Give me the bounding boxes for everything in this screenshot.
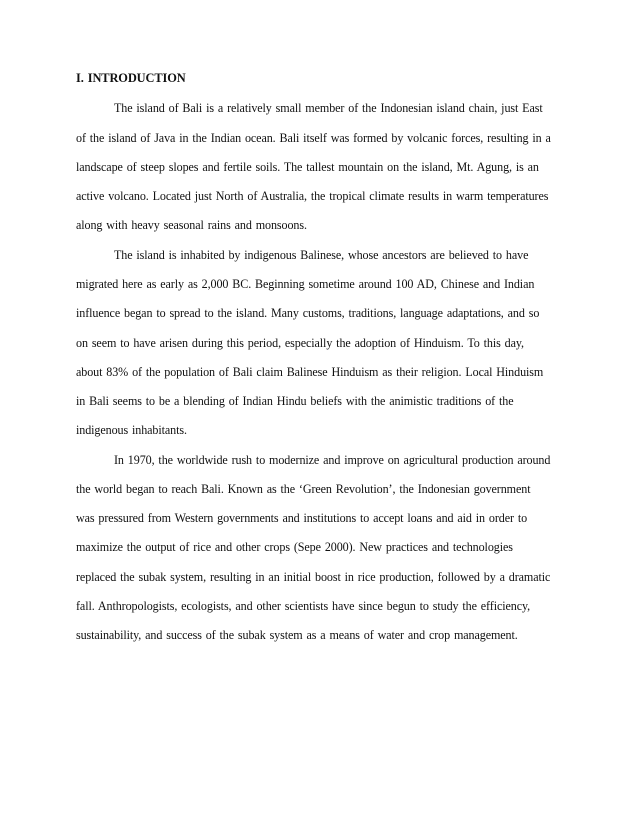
paragraph-2-line-6: in Bali seems to be a blending of Indian Hindu beliefs with the animistic traditions of the (76, 394, 514, 408)
paragraph-3-line-5: replaced the subak system, resulting in an initial boost in rice production, followed by a dramatic (76, 570, 551, 584)
paragraph-3-line-3: was pressured from Western governments and institutions to accept loans and aid in order to (76, 511, 528, 525)
paragraph-3-line-7: sustainability, and success of the subak system as a means of water and crop management. (76, 628, 518, 642)
paragraph-1-line-1: The island of Bali is a relatively small member of the Indonesian island chain, just East (114, 101, 543, 115)
paragraph-1-line-3: landscape of steep slopes and fertile soils. The tallest mountain on the island, Mt. Agung, is an (76, 160, 539, 174)
paragraph-2-line-2: migrated here as early as 2,000 BC. Beginning sometime around 100 AD, Chinese and Indian (76, 277, 535, 291)
paragraph-2-line-3: influence began to spread to the island. Many customs, traditions, language adaptations, and so (76, 306, 540, 320)
paragraph-2-line-1: The island is inhabited by indigenous Balinese, whose ancestors are believed to have (114, 248, 529, 262)
paragraph-2-line-5: about 83% of the population of Bali claim Balinese Hinduism as their religion. Local Hinduism (76, 365, 544, 379)
paragraph-2-line-4: on seem to have arisen during this period, especially the adoption of Hinduism. To this day, (76, 336, 524, 350)
paragraph-1-line-5: along with heavy seasonal rains and monsoons. (76, 218, 307, 232)
paragraph-3-line-6: fall. Anthropologists, ecologists, and other scientists have since begun to study the efficiency, (76, 599, 531, 613)
section-heading: I. INTRODUCTION (76, 71, 186, 85)
paragraph-3-line-2: the world began to reach Bali. Known as the ‘Green Revolution’, the Indonesian government (76, 482, 531, 496)
paragraph-2-line-7: indigenous inhabitants. (76, 423, 187, 437)
paragraph-3-line-1: In 1970, the worldwide rush to modernize and improve on agricultural production around (114, 453, 551, 467)
paragraph-1-line-2: of the island of Java in the Indian ocean. Bali itself was formed by volcanic forces, resulting in a (76, 131, 551, 145)
paragraph-3-line-4: maximize the output of rice and other crops (Sepe 2000). New practices and technologies (76, 540, 513, 554)
paragraph-1-line-4: active volcano. Located just North of Australia, the tropical climate results in warm temperatures (76, 189, 549, 203)
